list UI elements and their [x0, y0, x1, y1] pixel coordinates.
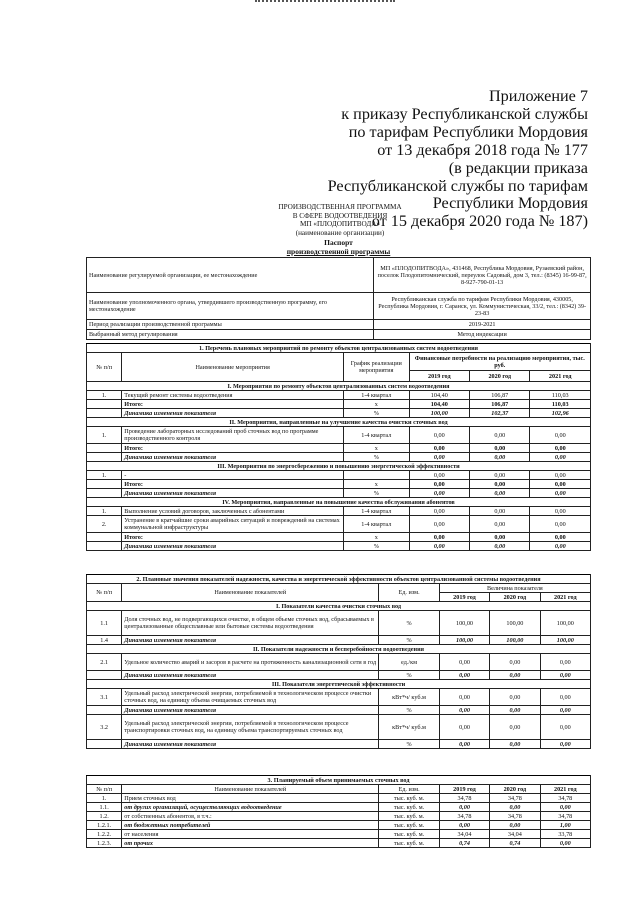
column-header-2019: 2019 год	[439, 593, 489, 602]
program-title-line: ПРОИЗВОДСТВЕННАЯ ПРОГРАММА	[278, 203, 402, 211]
indicator-unit: ед./км	[379, 654, 439, 671]
table-title-row	[87, 776, 591, 785]
column-header-num: № п/п	[87, 353, 122, 382]
indicator-name: Динамика изменения показателя	[122, 671, 379, 680]
value-2020: 0,00	[490, 654, 540, 671]
repair-measures-table	[86, 343, 591, 551]
table-row	[87, 821, 591, 830]
measure-name: -	[122, 471, 344, 480]
table-row	[87, 654, 591, 671]
row-number	[87, 489, 122, 498]
row-number	[87, 480, 122, 489]
indicator-unit: %	[379, 611, 439, 636]
value-2019: 0,00	[439, 689, 489, 706]
value-2019: 0,00	[439, 740, 489, 749]
value-2020: 0,00	[470, 542, 530, 551]
info-label: Наименование уполномоченного органа, утвердившего производственную программу, его местонахождение	[87, 293, 374, 320]
value-2021: 0,00	[530, 533, 591, 542]
row-number	[87, 453, 122, 462]
column-header-unit: Ед. изм.	[379, 584, 439, 602]
header-line: Республики Мордовия	[432, 194, 588, 213]
value-2021: 1,00	[540, 821, 590, 830]
row-number: 1.	[87, 471, 122, 480]
value-2019: 34,78	[439, 794, 489, 803]
header-line: Приложение 7	[488, 87, 588, 105]
info-value: Метод индексации	[374, 330, 591, 340]
indicator-name: Удельный расход электрической энергии, потребляемой в технологическом процессе очистки сточных вод, на единицу объема очищаемых сточных вод	[122, 689, 379, 706]
column-header-name: Наименование показателей	[122, 584, 379, 602]
header-line: к приказу Республиканской службы	[341, 104, 588, 123]
program-title-note: (наименование организации)	[295, 228, 385, 237]
indicator-name: Динамика изменения показателя	[122, 740, 379, 749]
value-2019: 100,00	[409, 409, 469, 418]
value-2021: 0,00	[530, 542, 591, 551]
row-number: 1.2.	[87, 812, 122, 821]
table-row	[87, 689, 591, 706]
indicators-body	[87, 575, 591, 749]
row-number: 2.	[87, 516, 122, 533]
measure-schedule	[344, 471, 410, 480]
value-2020: 0,00	[470, 507, 530, 516]
table-row	[87, 812, 591, 821]
measure-name: Итого:	[122, 400, 344, 409]
info-value: 2019-2021	[374, 320, 591, 330]
value-2020: 0,00	[490, 740, 540, 749]
info-value: МП «ПЛОДОПИТВОДА», 431468, Республика Мордовия, Рузаевский район, поселок Плодопитомнический, переулок Садовый, дом 3, тел.: (8345) 16-99-87, 8-927-790-01-13	[374, 258, 591, 293]
measure-schedule: 1-4 квартал	[344, 391, 410, 400]
indicator-unit: тыс. куб. м.	[379, 794, 439, 803]
value-2020: 0,00	[490, 803, 540, 812]
table-row	[87, 794, 591, 803]
value-2021: 34,78	[540, 794, 590, 803]
value-2020: 0,00	[470, 533, 530, 542]
indicator-unit: тыс. куб. м.	[379, 830, 439, 839]
value-2021: 0,00	[530, 516, 591, 533]
value-2021: 0,00	[530, 480, 591, 489]
value-2019: 0,00	[439, 654, 489, 671]
section-row	[87, 382, 591, 391]
table3-title: 3. Планируемый объем принимаемых сточных вод	[87, 776, 591, 785]
value-2020: 0,00	[470, 427, 530, 444]
row-number	[87, 400, 122, 409]
row-number	[87, 706, 122, 715]
indicator-name: от прочих	[122, 839, 379, 848]
indicator-name: Удельный расход электрической энергии, потребляемой в технологическом процессе транспортировки сточных вод, на единицу объема транспортируемых сточных вод	[122, 715, 379, 740]
column-header-unit: Ед. изм.	[379, 785, 439, 794]
value-2021: 0,00	[530, 427, 591, 444]
row-number: 2.1	[87, 654, 122, 671]
value-2020: 0,00	[470, 444, 530, 453]
measure-name: Итого:	[122, 480, 344, 489]
value-2019: 100,00	[439, 611, 489, 636]
value-2021: 0,00	[530, 453, 591, 462]
value-2020: 0,00	[470, 471, 530, 480]
measure-schedule: х	[344, 400, 410, 409]
indicator-name: Динамика изменения показателя	[122, 636, 379, 645]
indicator-unit: %	[379, 671, 439, 680]
measure-name: Динамика изменения показателя	[122, 489, 344, 498]
value-2019: 0,00	[409, 516, 469, 533]
indicator-unit: тыс. куб. м.	[379, 839, 439, 848]
section-title: III. Мероприятия по энергосбережению и повышению энергетической эффективности	[87, 462, 591, 471]
table-row	[87, 611, 591, 636]
measure-name: Итого:	[122, 533, 344, 542]
value-2019: 34,04	[439, 830, 489, 839]
column-header-2019: 2019 год	[439, 785, 489, 794]
row-number	[87, 409, 122, 418]
table-title-row	[87, 344, 591, 353]
value-2021: 0,00	[530, 507, 591, 516]
table-row	[87, 706, 591, 715]
value-2019: 0,00	[409, 471, 469, 480]
program-title	[240, 203, 440, 237]
section-title: III. Показатели энергетической эффективности	[87, 680, 591, 689]
value-2020: 100,00	[490, 636, 540, 645]
value-2020: 34,04	[490, 830, 540, 839]
value-2021: 110,03	[530, 391, 591, 400]
measure-name: Текущий ремонт системы водоотведения	[122, 391, 344, 400]
table-row	[87, 542, 591, 551]
indicator-name: Удельное количество аварий и засоров в расчете на протяженность канализационной сети в год	[122, 654, 379, 671]
value-2019: 0,00	[439, 715, 489, 740]
table-row	[87, 471, 591, 480]
indicators-table	[86, 574, 591, 749]
table-header-row	[87, 353, 591, 371]
value-2019: 0,00	[409, 427, 469, 444]
measure-schedule: %	[344, 409, 410, 418]
table-row	[87, 400, 591, 409]
measure-schedule: 1-4 квартал	[344, 507, 410, 516]
column-header-2021: 2021 год	[530, 371, 591, 382]
row-number	[87, 542, 122, 551]
value-2021: 0,00	[540, 839, 590, 848]
column-header-2020: 2020 год	[470, 371, 530, 382]
table-row	[87, 715, 591, 740]
value-2021: 0,00	[530, 444, 591, 453]
value-2019: 104,40	[409, 391, 469, 400]
info-label: Выбранный метод регулирования	[87, 330, 374, 340]
table-row	[87, 740, 591, 749]
table-row	[87, 444, 591, 453]
table-row	[87, 507, 591, 516]
measure-name: Итого:	[122, 444, 344, 453]
info-value: Республиканская служба по тарифам Республики Мордовия, 430005, Республика Мордовия, г. Саранск, ул. Коммунистическая, 33/2, тел.: (8342) 39-23-83	[374, 293, 591, 320]
row-number	[87, 740, 122, 749]
row-number: 1.	[87, 794, 122, 803]
indicator-unit: кВт*ч/ куб.м	[379, 715, 439, 740]
row-number: 1.4	[87, 636, 122, 645]
value-2019: 0,00	[409, 507, 469, 516]
column-header-name: Наименование показателей	[122, 785, 379, 794]
value-2019: 0,00	[409, 453, 469, 462]
passport-heading	[86, 238, 591, 256]
value-2021: 33,78	[540, 830, 590, 839]
row-number	[87, 533, 122, 542]
header-line: (в редакции приказа	[448, 158, 588, 177]
section-title: I. Показатели качества очистки сточных вод	[87, 602, 591, 611]
value-2019: 0,00	[409, 480, 469, 489]
column-header-2019: 2019 год	[409, 371, 469, 382]
value-2019: 0,00	[439, 671, 489, 680]
value-2020: 0,00	[490, 821, 540, 830]
indicator-name: от бюджетных потребителей	[122, 821, 379, 830]
value-2019: 0,00	[409, 489, 469, 498]
value-2020: 34,78	[490, 794, 540, 803]
indicator-unit: %	[379, 740, 439, 749]
table-row	[87, 671, 591, 680]
row-number: 1.2.1.	[87, 821, 122, 830]
measure-name: Проведение лабораторных исследований проб сточных вод по программе производственного контроля	[122, 427, 344, 444]
table-row	[87, 516, 591, 533]
value-2021: 110,03	[530, 400, 591, 409]
value-2021: 0,00	[540, 689, 590, 706]
row-number: 1.2.3.	[87, 839, 122, 848]
passport-title: Паспорт	[324, 238, 353, 247]
indicator-unit: тыс. куб. м.	[379, 812, 439, 821]
section-title: II. Показатели надежности и бесперебойности водоотведения	[87, 645, 591, 654]
indicator-unit: тыс. куб. м.	[379, 821, 439, 830]
table-row	[87, 258, 591, 293]
value-2021: 34,78	[540, 812, 590, 821]
section-title: I. Мероприятия по ремонту объектов централизованных систем водоотведения	[87, 382, 591, 391]
row-number: 1.1	[87, 611, 122, 636]
indicator-unit: кВт*ч/ куб.м	[379, 689, 439, 706]
measure-schedule: х	[344, 480, 410, 489]
value-2021: 102,96	[530, 409, 591, 418]
indicator-name: от других организаций, осуществляющих водоотведение	[122, 803, 379, 812]
value-2021: 0,00	[530, 471, 591, 480]
table-row	[87, 453, 591, 462]
table-row	[87, 320, 591, 330]
program-title-line: МП «ПЛОДОПИТВОДА»	[299, 220, 381, 229]
value-2020: 0,00	[470, 516, 530, 533]
row-number: 1.1.	[87, 803, 122, 812]
indicator-name: Динамика изменения показателя	[122, 706, 379, 715]
section-row	[87, 645, 591, 654]
value-2019: 0,00	[409, 542, 469, 551]
table-row	[87, 480, 591, 489]
section-row	[87, 680, 591, 689]
indicator-unit: %	[379, 636, 439, 645]
table-row	[87, 533, 591, 542]
column-header-2020: 2020 год	[490, 593, 540, 602]
passport-subtitle: производственной программы	[286, 247, 391, 256]
table-row	[87, 830, 591, 839]
table-row	[87, 330, 591, 340]
column-header-schedule: График реализации мероприятия	[344, 353, 410, 382]
value-2019: 0,00	[439, 706, 489, 715]
value-2021: 100,00	[540, 636, 590, 645]
wastewater-volume-body	[87, 776, 591, 848]
section-title: IV. Мероприятия, направленные на повышение качества обслуживания абонентов	[87, 498, 591, 507]
measure-name: Динамика изменения показателя	[122, 542, 344, 551]
value-2019: 104,40	[409, 400, 469, 409]
indicator-name: от населения	[122, 830, 379, 839]
measure-schedule: 1-4 квартал	[344, 516, 410, 533]
column-header-2021: 2021 год	[540, 785, 590, 794]
row-number	[87, 671, 122, 680]
column-header-name: Наименование мероприятия	[122, 353, 344, 382]
measure-schedule: %	[344, 453, 410, 462]
value-2020: 100,00	[490, 611, 540, 636]
row-number: 3.2	[87, 715, 122, 740]
value-2020: 0,74	[490, 839, 540, 848]
table-title-row	[87, 575, 591, 584]
column-header-num: № п/п	[87, 584, 122, 602]
value-2020: 106,87	[470, 391, 530, 400]
table-row	[87, 803, 591, 812]
section-row	[87, 498, 591, 507]
value-2019: 100,00	[439, 636, 489, 645]
value-2021: 0,00	[540, 654, 590, 671]
value-2019: 0,00	[409, 444, 469, 453]
measure-schedule: х	[344, 444, 410, 453]
value-2021: 0,00	[540, 706, 590, 715]
table-header-row	[87, 584, 591, 593]
measure-name: Выполнение условий договоров, заключенных с абонентами	[122, 507, 344, 516]
table2-title: 2. Плановые значения показателей надежности, качества и энергетической эффективности объектов централизованной системы водоотведения	[87, 575, 591, 584]
value-2020: 106,87	[470, 400, 530, 409]
value-2020: 0,00	[470, 489, 530, 498]
value-2020: 0,00	[490, 706, 540, 715]
measure-schedule: %	[344, 489, 410, 498]
value-2021: 100,00	[540, 611, 590, 636]
measure-name: Динамика изменения показателя	[122, 409, 344, 418]
header-line: по тарифам Республики Мордовия	[348, 122, 588, 141]
section-row	[87, 462, 591, 471]
row-number: 1.	[87, 507, 122, 516]
repair-measures-body	[87, 344, 591, 551]
row-number: 1.2.2.	[87, 830, 122, 839]
table-row	[87, 427, 591, 444]
column-header-num: № п/п	[87, 785, 122, 794]
table-row	[87, 839, 591, 848]
indicator-unit: %	[379, 706, 439, 715]
measure-schedule: х	[344, 533, 410, 542]
indicator-name: Прием сточных вод	[122, 794, 379, 803]
measure-name: Динамика изменения показателя	[122, 453, 344, 462]
info-label: Период реализации производственной программы	[87, 320, 374, 330]
value-2021: 0,00	[540, 715, 590, 740]
measure-name: Устранение в кратчайшие сроки аварийных ситуаций и повреждений на системах коммунальной инфраструктуры	[122, 516, 344, 533]
info-label: Наименование регулируемой организации, ее местонахождение	[87, 258, 374, 293]
table-row	[87, 391, 591, 400]
section-row	[87, 418, 591, 427]
header-line: от 15 декабря 2020 года № 187)	[371, 212, 588, 231]
value-2020: 0,00	[470, 453, 530, 462]
table-header-row	[87, 785, 591, 794]
table-row	[87, 489, 591, 498]
indicator-name: от собственных абонентов, в т.ч.:	[122, 812, 379, 821]
indicator-unit: тыс. куб. м.	[379, 803, 439, 812]
value-2019: 0,00	[409, 533, 469, 542]
table1-title: 1. Перечень плановых мероприятий по ремонту объектов централизованных систем водоотведения	[87, 344, 591, 353]
row-number	[87, 444, 122, 453]
column-header-finance: Финансовые потребности на реализацию мероприятия, тыс. руб.	[409, 353, 590, 371]
value-2020: 0,00	[490, 715, 540, 740]
value-2019: 34,78	[439, 812, 489, 821]
value-2020: 102,37	[470, 409, 530, 418]
section-row	[87, 602, 591, 611]
measure-schedule: %	[344, 542, 410, 551]
value-2021: 0,00	[540, 671, 590, 680]
value-2019: 0,74	[439, 839, 489, 848]
column-header-2021: 2021 год	[540, 593, 590, 602]
value-2021: 0,00	[540, 803, 590, 812]
row-number: 1.	[87, 427, 122, 444]
section-title: II. Мероприятия, направленные на улучшение качества очистки сточных вод	[87, 418, 591, 427]
passport-info-table	[86, 257, 591, 340]
row-number: 1.	[87, 391, 122, 400]
value-2020: 0,00	[470, 480, 530, 489]
table-row	[87, 409, 591, 418]
row-number: 3.1	[87, 689, 122, 706]
indicator-name: Доля сточных вод, не подвергающихся очистке, в общем объеме сточных вод, сбрасываемых в централизованные общесплавные или бытовые системы водоотведения	[122, 611, 379, 636]
value-2020: 0,00	[490, 689, 540, 706]
value-2019: 0,00	[439, 821, 489, 830]
measure-schedule: 1-4 квартал	[344, 427, 410, 444]
value-2021: 0,00	[540, 740, 590, 749]
wastewater-volume-table	[86, 775, 591, 848]
value-2020: 34,78	[490, 812, 540, 821]
scan-marks	[255, 0, 395, 6]
value-2020: 0,00	[490, 671, 540, 680]
header-line: от 13 декабря 2018 года № 177	[377, 140, 588, 159]
column-header-2020: 2020 год	[490, 785, 540, 794]
table-row	[87, 293, 591, 320]
table-row	[87, 636, 591, 645]
header-line: Республиканской службы по тарифам	[327, 176, 588, 195]
column-header-values: Величина показателя	[439, 584, 590, 593]
program-title-line: В СФЕРЕ ВОДООТВЕДЕНИЯ	[292, 211, 388, 220]
value-2021: 0,00	[530, 489, 591, 498]
value-2019: 0,00	[439, 803, 489, 812]
